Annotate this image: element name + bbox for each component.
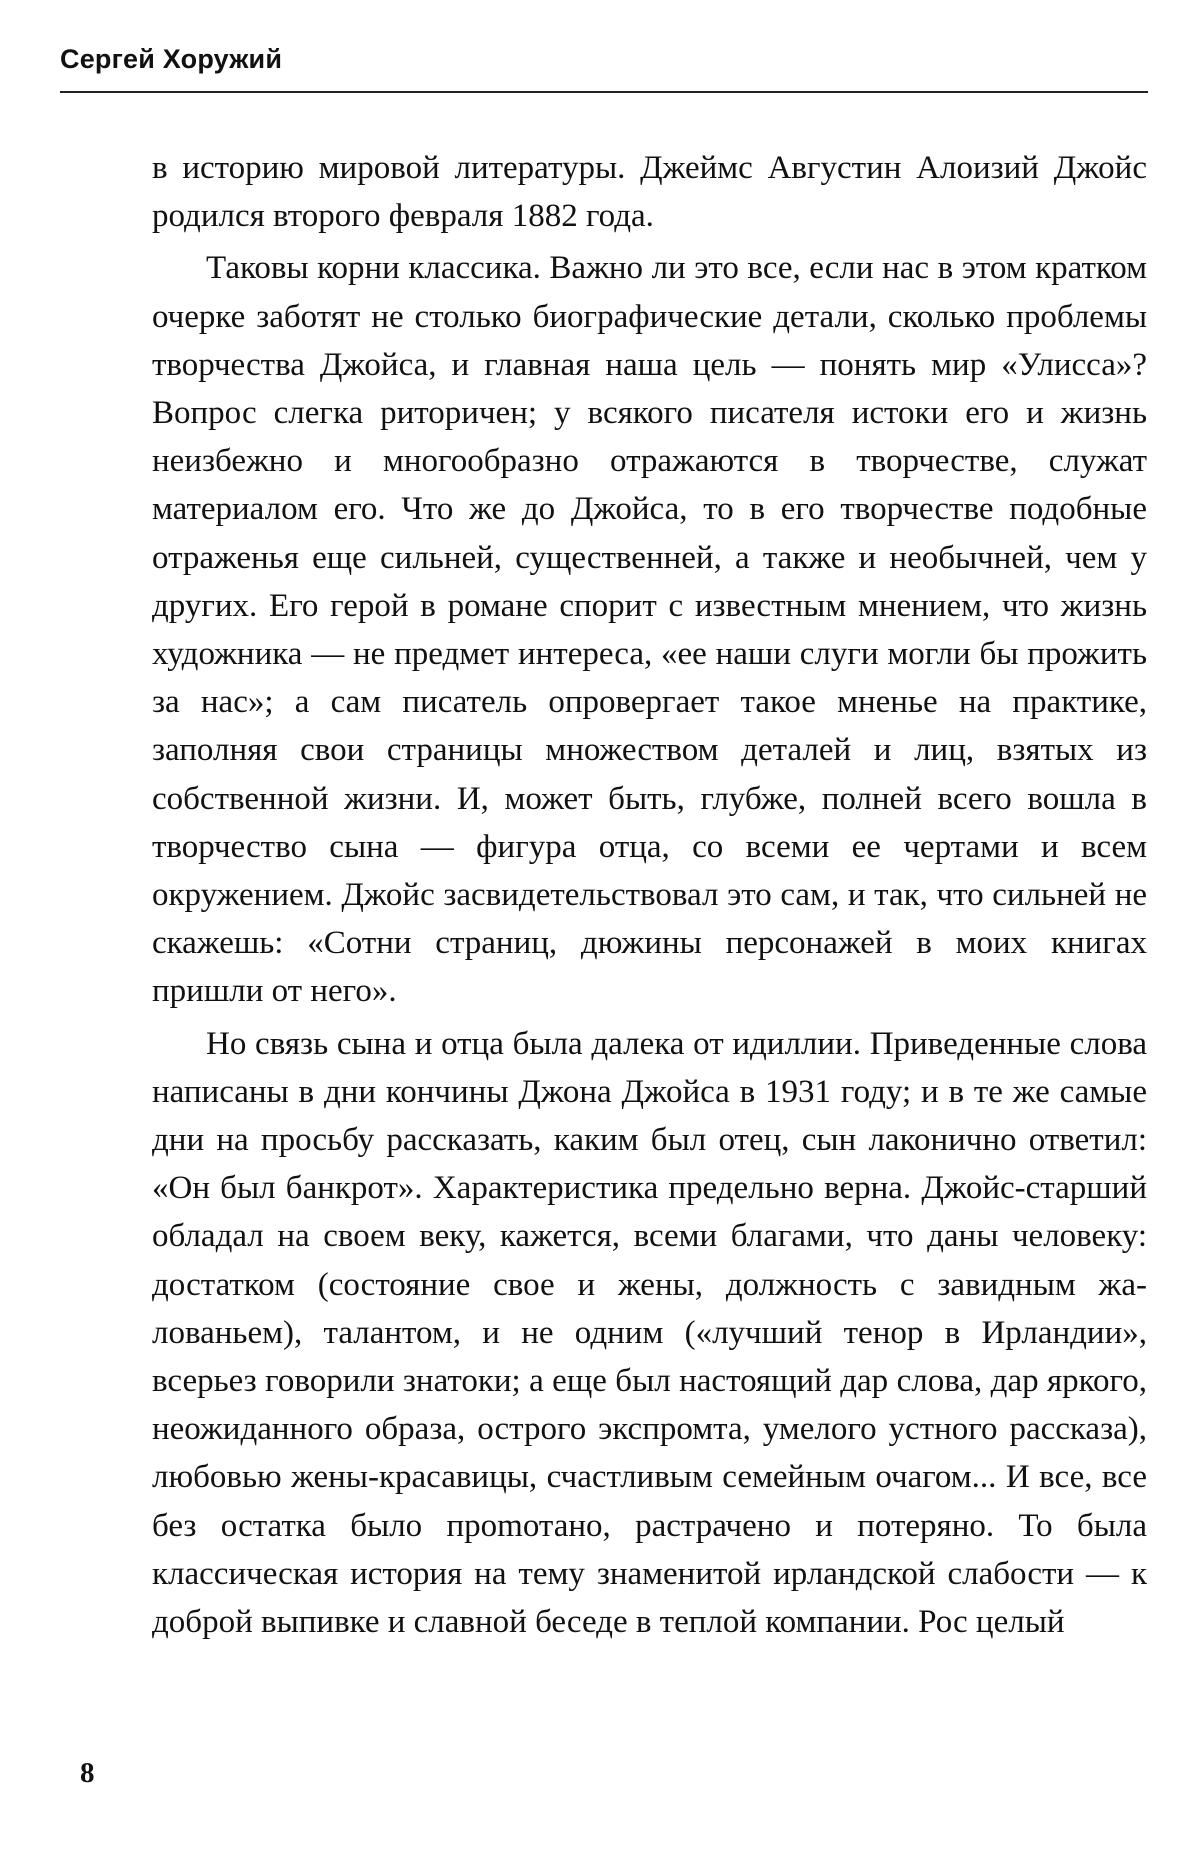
paragraph: Таковы корни классика. Важно ли это все, если нас в этом кратком очерке заботят не столько биографические детали, сколько проблемы творчества Джойса, и главная наша цель — понять мир «Улисса»? Вопрос слегка риторичен; у всякого писателя истоки его и жизнь неизбежно и многообразно отражаются в творчестве, служат материалом его. Что же до Джойса, то в его творчестве подобные отраженья еще сильней, существенней, а также и необычней, чем у других. Его герой в романе спорит с известным мнением, что жизнь художника — не предмет интереса, «ее наши слуги могли бы прожить за нас»; а сам писатель опровергает такое мненье на практике, заполняя свои страницы множеством деталей и лиц, взятых из собственной жизни. И, может быть, глубже, полней всего вошла в творчество сына — фигура отца, со всеми ее чертами и всем окружением. Джойс засвидетельствовал это сам, и так, что сильней не скажешь: «Сотни страниц, дюжины персонажей в моих книгах пришли от него».	[152, 250, 1147, 1010]
running-title: Сергей Хоружий	[60, 44, 283, 74]
main-text	[152, 144, 1147, 1646]
page-number: 8	[80, 1757, 95, 1789]
paragraph-continuation: в историю мировой литературы. Джеймс Августин Алоизий Джойс родился второго февраля 1882 года.	[152, 150, 1147, 235]
header-rule	[60, 91, 1148, 93]
paragraph: Но связь сына и отца была далека от идиллии. Приведенные слова написаны в дни кончины Джона Джойса в 1931 году; и в те же самые дни на просьбу рассказать, каким был отец, сын лаконично ответил: «Он был банкрот». Характеристика предельно верна. Джойс-старший обладал на своем веку, кажется, всеми благами, что даны человеку: достатком (состояние свое и жены, должность с завидным жалованьем), талантом, и не одним («лучший тенор в Ирландии», всерьез говорили знатоки; а еще был настоящий дар слова, дар яркого, неожиданного образа, острого экспромта, умелого устного рассказа), любовью жены-красавицы, счастливым семейным очагом... И все, все без остатка было проmотано, растрачено и потеряно. То была классическая история на тему знаменитой ирландской слабости — к доброй выпивке и славной беседе в теплой компании. Рос целый	[152, 1025, 1147, 1641]
